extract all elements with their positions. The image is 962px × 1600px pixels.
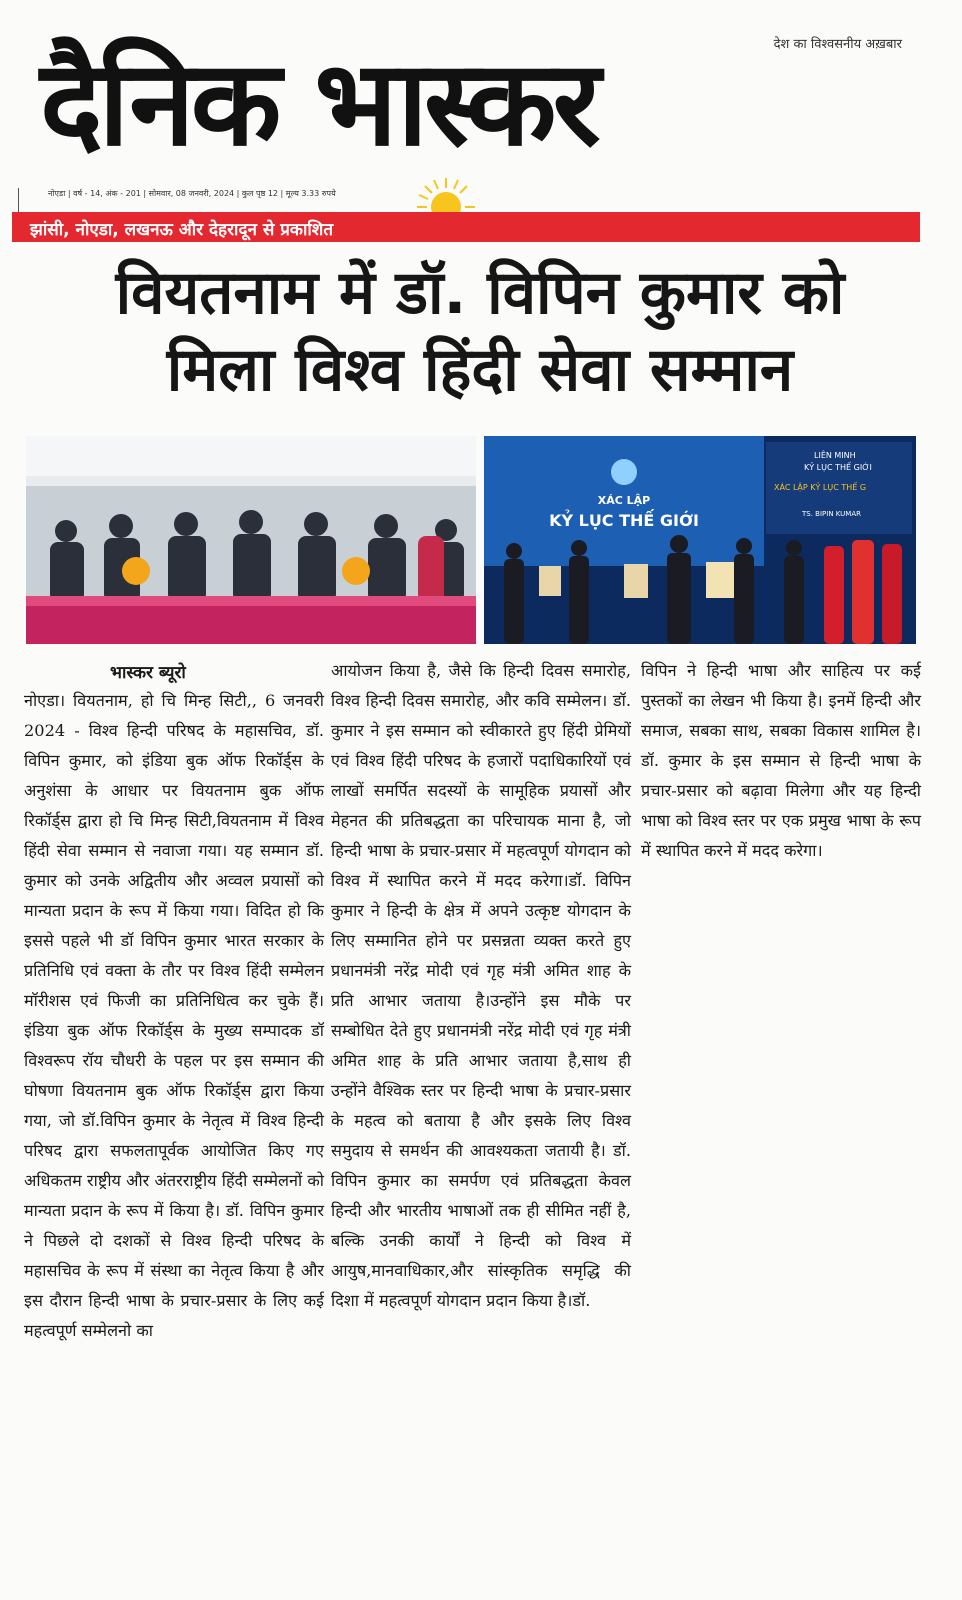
- edition-line: नोएडा | वर्ष - 14, अंक - 201 | सोमवार, 08 जनवरी, 2024 | कुल पृष्ठ 12 | मूल्य 3.33 रुपये: [48, 189, 336, 198]
- article-column-2: आयोजन किया है, जैसे कि हिन्दी दिवस समारोह, विश्व हिन्दी दिवस समारोह, और कवि सम्मेलन। डॉ. कुमार ने इस सम्मान को स्वीकारते हुए हिंदी प्रेमियों एवं विश्व हिंदी परिषद के हजारों पदाधिकारियों एवं लाखों समर्पित सदस्यों के सामूहिक प्रयासों और मेहनत की प्रतिबद्धता का परिचायक माना है, जो हिन्दी भाषा के प्रचार-प्रसार में महत्वपूर्ण योगदान को विश्व में स्थापित करने में मदद करेगा।डॉ. विपिन कुमार ने हिन्दी के क्षेत्र में अपने उत्कृष्ट योगदान के लिए सम्मानित होने पर प्रसन्नता व्यक्त करते हुए प्रधानमंत्री नरेंद्र मोदी एवं गृह मंत्री अमित शाह के प्रति आभार जताया है।उन्होंने इस मौके पर सम्बोधित देते हुए प्रधानमंत्री नरेंद्र मोदी एवं गृह मंत्री अमित शाह के प्रति आभार जताया है,साथ ही उन्होंने वैश्विक स्तर पर हिन्दी भाषा के प्रचार-प्रसार के महत्व को बताया है और इसके लिए विश्व समुदाय से समर्थन की आवश्यकता जतायी है। डॉ. विपिन कुमार का समर्पण एवं प्रतिबद्धता केवल हिन्दी और भारतीय भाषाओं तक ही सीमित नहीं है, बल्कि उनकी कार्यों ने हिन्दी को विश्व में आयुष,मानवाधिकार,और सांस्कृतिक समृद्धि की दिशा में महत्वपूर्ण योगदान प्रदान किया है।डॉ.: [331, 661, 631, 1310]
- stage-side-line-3: XÁC LẬP KỶ LỤC THẾ G: [774, 483, 867, 492]
- stage-side-line-2: KỶ LỤC THẾ GIỚI: [804, 463, 872, 472]
- edition-divider: [18, 188, 19, 214]
- published-from-text: झांसी, नोएडा, लखनऊ और देहरादून से प्रकाशित: [30, 220, 334, 240]
- headline-line-1: वियतनाम में डॉ. विपिन कुमार को: [115, 258, 845, 328]
- photo-award-stage: [484, 436, 916, 644]
- article-column-1: नोएडा। वियतनाम, हो चि मिन्ह सिटी,, 6 जनवरी 2024 - विश्व हिन्दी परिषद के महासचिव, डॉ. विपिन कुमार, को इंडिया बुक ऑफ रिकॉर्ड्स के अनुशंसा के आधार पर वियतनाम बुक ऑफ रिकॉर्ड्स द्वारा हो चि मिन्ह सिटी,वियतनाम में विश्व हिंदी सेवा सम्मान से नवाजा गया। यह सम्मान डॉ. कुमार को उनके अद्वितीय और अव्वल प्रयासों को मान्यता प्रदान के रूप में किया गया। विदित हो कि इससे पहले भी डॉ विपिन कुमार भारत सरकार के प्रतिनिधि एवं वक्ता के तौर पर विश्व हिंदी सम्मेलन मॉरीशस एवं फिजी का प्रतिनिधित्व कर चुके हैं। इंडिया बुक ऑफ रिकॉर्ड्स के मुख्य सम्पादक डॉ विश्वरूप रॉय चौधरी के पहल पर इस सम्मान की घोषणा वियतनाम बुक ऑफ रिकॉर्ड्स द्वारा किया गया, जो डॉ.विपिन कुमार के नेतृत्व में विश्व हिन्दी परिषद द्वारा सफलतापूर्वक आयोजित किए गए अधिकतम राष्ट्रीय और अंतरराष्ट्रीय हिंदी सम्मेलनों को मान्यता प्रदान के रूप में किया है। डॉ. विपिन कुमार ने पिछले दो दशकों से विश्व हिन्दी परिषद के महासचिव के रूप में संस्था का नेतृत्व किया है और इस दौरान हिन्दी भाषा के प्रचार-प्रसार के लिए कई महत्वपूर्ण सम्मेलनो का: [24, 691, 324, 1340]
- published-from-band: [12, 212, 920, 242]
- stage-side-line-1: LIÊN MINH: [814, 451, 856, 460]
- brand-logo: दैनिक भास्कर: [40, 34, 597, 172]
- masthead: [30, 22, 920, 172]
- photo-audience: [26, 436, 476, 644]
- article-column-3: विपिन ने हिन्दी भाषा और साहित्य पर कई पुस्तकों का लेखन भी किया है। इनमें हिन्दी और समाज, सबका साथ, सबका विकास शामिल है।डॉ. कुमार के इस सम्मान से हिन्दी भाषा के प्रचार-प्रसार को बढ़ावा मिलेगा और यह हिन्दी भाषा को विश्व स्तर पर एक प्रमुख भाषा के रूप में स्थापित करने में मदद करेगा।: [641, 661, 921, 860]
- byline: भास्कर ब्यूरो: [110, 663, 186, 683]
- headline-line-2: मिला विश्व हिंदी सेवा सम्मान: [166, 335, 794, 405]
- stage-side-line-4: TS. BIPIN KUMAR: [802, 510, 862, 518]
- stage-banner-line-2: KỶ LỤC THẾ GIỚI: [549, 511, 699, 530]
- tagline: देश का विश्वसनीय अख़बार: [773, 37, 902, 52]
- stage-banner-line-1: XÁC LẬP: [597, 494, 651, 507]
